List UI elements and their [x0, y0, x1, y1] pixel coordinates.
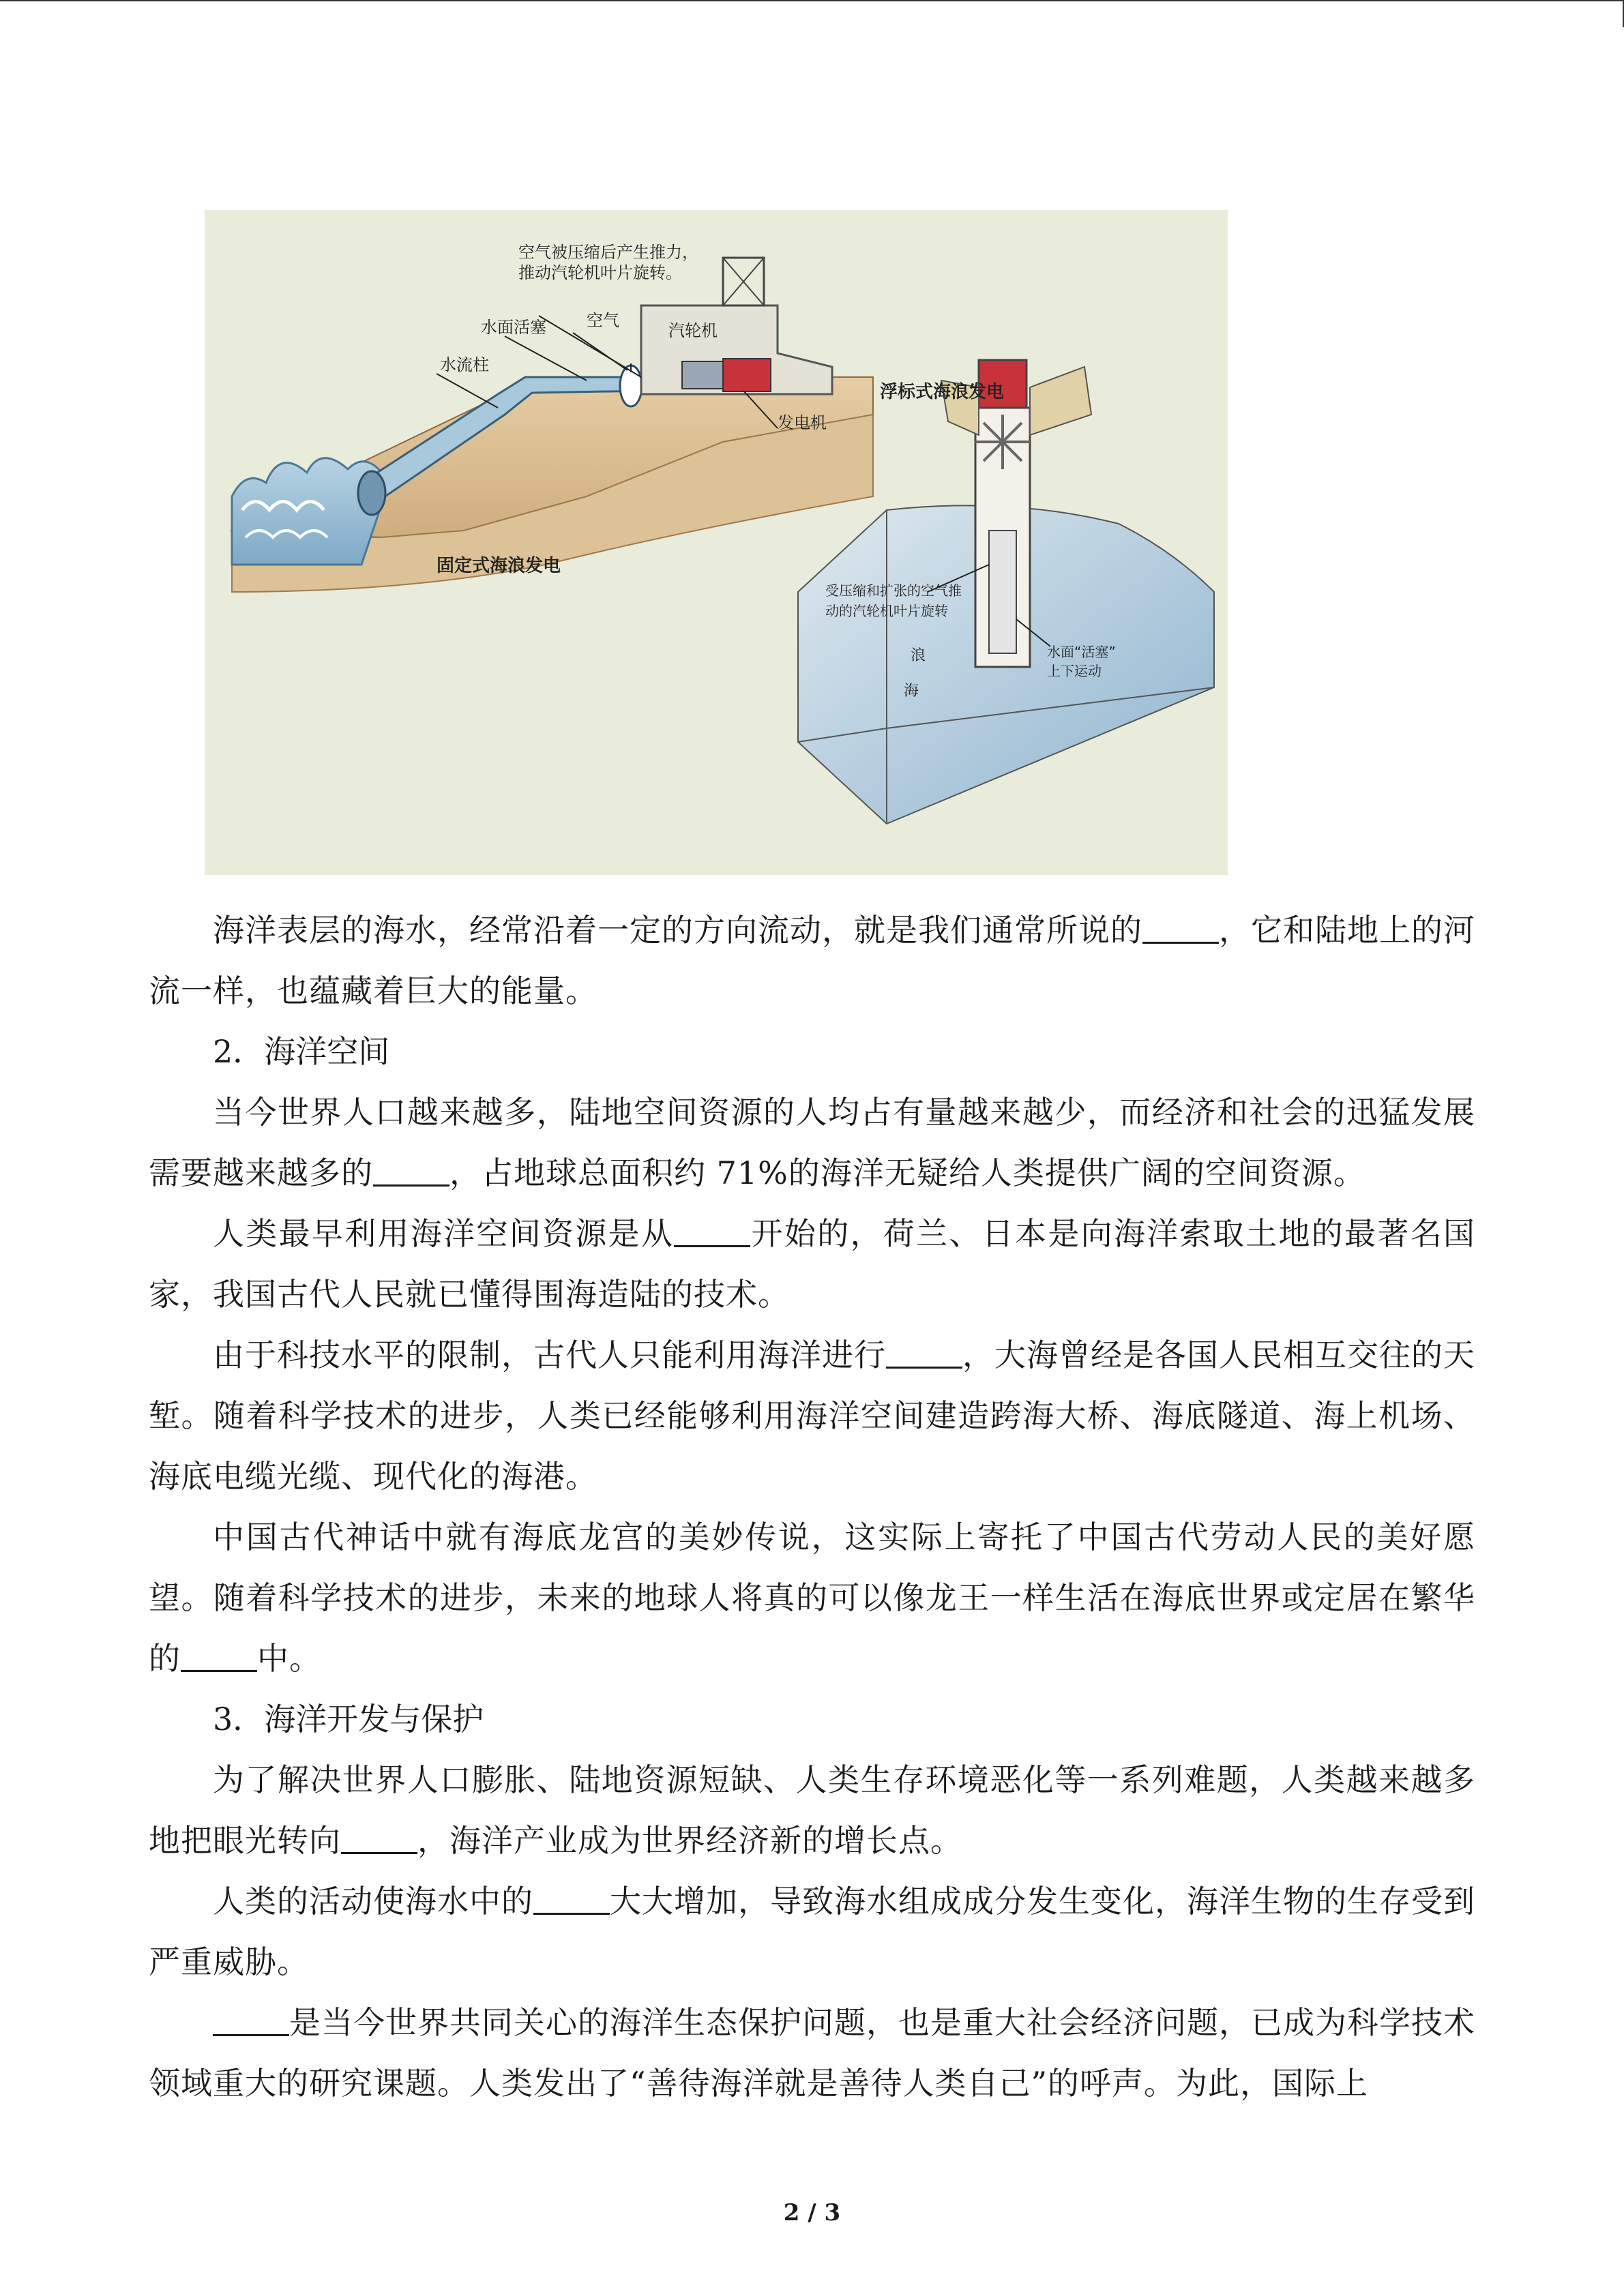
- paragraph-ocean-industry: 为了解决世界人口膨胀、陆地资源短缺、人类生存环境恶化等一系列难题，人类越来越多地把眼光转向 ，海洋产业成为世界经济新的增长点。: [149, 1761, 1475, 1859]
- fill-blank: [373, 1157, 449, 1187]
- label-sea: 海: [904, 683, 919, 700]
- label-turbine: 汽轮机: [668, 321, 718, 340]
- buoy-note-line1: 受压缩和扩张的空气推: [825, 582, 962, 599]
- label-wave: 浪: [911, 647, 926, 664]
- label-piston: 水面活塞: [481, 318, 546, 337]
- buoy-title: 浮标式海浪发电: [880, 382, 1005, 402]
- page-top-border: [0, 0, 1623, 1]
- buoy-piston-line2: 上下运动: [1047, 663, 1102, 679]
- fill-blank: [886, 1339, 962, 1369]
- fixed-wave-plant-drawing: [232, 243, 873, 592]
- paragraph-ecological-protection: 是当今世界共同关心的海洋生态保护问题，也是重大社会经济问题，已成为科学技术领域重大的研究课题。人类发出了“善待海洋就是善待人类自己”的呼声。为此，国际上: [149, 2004, 1475, 2102]
- fill-blank: [213, 2007, 289, 2036]
- fixed-note-line1: 空气被压缩后产生推力，: [518, 243, 698, 262]
- wave-power-figure: [205, 210, 1228, 875]
- document-body: [149, 900, 1475, 2114]
- section-heading-ocean-space: 2．海洋空间: [213, 1033, 390, 1070]
- buoy-piston-line1: 水面“活塞”: [1047, 644, 1116, 660]
- paragraph-land-reclamation: 人类最早利用海洋空间资源是从 开始的，荷兰、日本是向海洋索取土地的最著名国家，我国古代人民就已懂得围海造陆的技术。: [149, 1215, 1476, 1313]
- section-heading-development-protection: 3．海洋开发与保护: [213, 1701, 484, 1738]
- fill-blank: [341, 1825, 417, 1854]
- label-air: 空气: [587, 311, 619, 330]
- fill-blank: [533, 1885, 610, 1915]
- paragraph-ancient-navigation: 由于科技水平的限制，古代人只能利用海洋进行 ，大海曾经是各国人民相互交往的天堑。随着科学技术的进步，人类已经能够利用海洋空间建造跨海大桥、海底隧道、海上机场、海底电缆光缆、现代化的海港。: [149, 1337, 1475, 1495]
- fixed-note-line2: 推动汽轮机叶片旋转。: [518, 263, 682, 282]
- paragraph-ocean-currents: 海洋表层的海水，经常沿着一定的方向流动，就是我们通常所说的 ，它和陆地上的河流一样，也蕴藏着巨大的能量。: [149, 912, 1475, 1009]
- page-number: 2 / 3: [783, 2199, 841, 2226]
- fill-blank: [674, 1218, 750, 1247]
- buoy-note-line2: 动的汽轮机叶片旋转: [825, 603, 948, 619]
- fill-blank: [181, 1643, 257, 1672]
- wave-power-illustration: [205, 210, 1228, 875]
- paragraph-space-resources: 当今世界人口越来越多，陆地空间资源的人均占有量越来越少，而经济和社会的迅猛发展需要越来越多的 ，占地球总面积约 71%的海洋无疑给人类提供广阔的空间资源。: [149, 1094, 1475, 1191]
- paragraph-dragon-palace: 中国古代神话中就有海底龙宫的美妙传说，这实际上寄托了中国古代劳动人民的美好愿望。随着科学技术的进步，未来的地球人将真的可以像龙王一样生活在海底世界或定居在繁华的 中。: [149, 1519, 1475, 1677]
- fill-blank: [1142, 914, 1219, 944]
- label-generator: 发电机: [778, 413, 827, 432]
- paragraph-pollution: 人类的活动使海水中的 大大增加，导致海水组成成分发生变化，海洋生物的生存受到严重威胁。: [149, 1883, 1475, 1980]
- fixed-title: 固定式海浪发电: [437, 556, 561, 576]
- label-water-column: 水流柱: [440, 355, 489, 374]
